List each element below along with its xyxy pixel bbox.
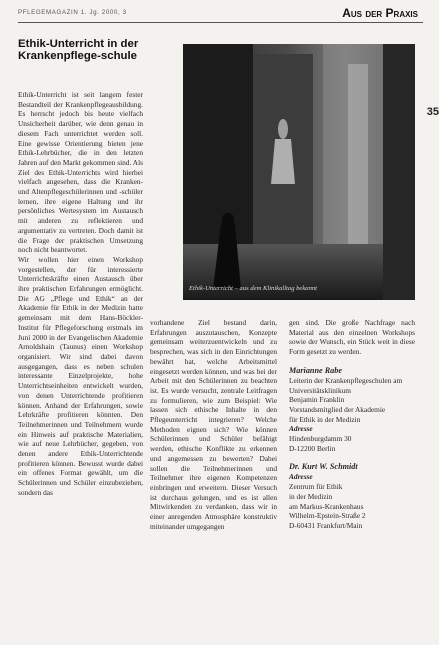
photo-image (183, 44, 415, 300)
author-line: für Ethik in der Medizin (289, 414, 361, 424)
author-bio (289, 461, 415, 530)
article-title: Ethik-Unterricht in der Krankenpflege-schule (18, 38, 139, 62)
author-line: am Markus-Krankenhaus (289, 501, 364, 511)
page-number: 35 (426, 106, 439, 118)
article-photo (183, 44, 415, 300)
author-line: Benjamin Franklin (289, 395, 345, 405)
column-3 (289, 318, 415, 531)
paragraph: gen sind. Die große Nachfrage nach Material aus den einzelnen Workshops sowie der Wunsch, ein Stück weit in diese Form gesetzt zu werden. (289, 318, 415, 357)
section-title: Aus der Praxis (342, 6, 418, 20)
address-label: Adresse (289, 424, 313, 434)
address-line: D-12200 Berlin (289, 443, 336, 453)
column-1 (18, 90, 143, 638)
paragraph: Ethik-Unterricht ist seit langem fester Bestandteil der Krankenpflegeausbildung. Es herrscht jedoch bis heute vielfach Unsicherheit darüber, wie denn genau in diesem Fach unterrichtet werden soll. Eine gewisse Orientierung bieten jene Ethik-Lehrbücher, die in den letzten Jahren auf den Markt gekommen sind. Als Ziel des Ethik-Unterrichts wird hierbei vielfach angesehen, dass die Kranken- und Altenpflegeschülerinnen und -schüler lernen, ihre eigene Haltung und ihr persönliches Wertesystem im Austausch mit anderen zu reflektieren und argumentativ zu vertreten. Doch damit ist die Frage der praktischen Umsetzung noch nicht beantwortet. (18, 90, 143, 255)
author-name: Marianne Rabe (289, 365, 342, 375)
author-name: Dr. Kurt W. Schmidt (289, 462, 358, 472)
author-line: Zentrum für Ethik (289, 482, 343, 492)
photo-caption: Ethik-Unterricht – aus dem Klinikalltag bekannt (189, 285, 318, 292)
address-line: Hindenburgdamm 30 (289, 434, 352, 444)
author-bio (289, 365, 415, 454)
column-2 (150, 318, 277, 643)
page-header (18, 6, 418, 22)
author-line: in der Medizin (289, 491, 333, 501)
paragraph: Wir wollen hier einen Workshop vorgestellen, der für interessierte Unterrichtskräfte einen Austausch über ihre praktischen Erfahrungen ermöglicht. Die AG „Pflege und Ethik“ an der Akademie für Ethik in der Medizin hatte gemeinsam mit dem Hans-Böckler-Institut für Pflegeforschung erstmals im Juni 2000 in der Evangelischen Akademie Arnoldshain (Taunus) einen Workshop organisiert. Wir sind dabei davon ausgegangen, dass es neben schulen interessante Einzelprojekte, hohe Unterrichtseinheiten entwickelt wurden, von denen Unterrichtende profitieren können. Anhand der Erfahrungen, sowie Lehrkräfte profitieren könnten. Den Teilnehmerinnen und Teilnehmern wurde ein Hinweis auf praktische Materialien, wie auf neue Lehrbücher, gegeben, von denen andere Ethik-Unterrichtende profitieren können. Bewusst wurde dabei ein offenes Format gewählt, um die Schülerinnen und Schüler einzubeziehen, sondern das (18, 254, 143, 497)
author-line: Vorstandsmitglied der Akademie (289, 404, 386, 414)
header-rule (18, 22, 423, 23)
paragraph: vorhandene Ziel bestand darin, Erfahrungen auszutauschen, Konzepte gemeinsam weiterzuentwickeln und zu besprechen, was sich in den Einrichtungen bewährt hat, welche Arbeitsmittel eingesetzt werden können, und was bei der Arbeit mit den Schülerinnen zu beachten ist. Es wurde versucht, zentrale Leitfragen zu formulieren, wie zum Beispiel: Wie lassen sich ethische Inhalte in den Pflegeunterricht integrieren? Welche Methoden eignen sich? Wie können Schülerinnen und Schüler befähigt werden, ethische Konflikte zu erkennen und angemessen zu bewerten? Dabei sollen die Teilnehmerinnen und Teilnehmer ihre eigenen Kompetenzen einbringen und erweitern. Dieser Versuch ist durchaus gelungen, und es ist allen Mitwirkenden zu verdanken, dass wir in einer anregenden Atmosphäre konstruktiv miteinander umgegangen (150, 318, 277, 531)
address-label: Adresse (289, 472, 313, 482)
author-line: Leiterin der Krankenpflegeschulen am Universitätsklinikum (289, 375, 403, 395)
magazine-name: PFLEGEMAGAZIN 1. Jg. 2000, 3 (18, 9, 127, 16)
author-line: D-60431 Frankfurt/Main (289, 520, 363, 530)
author-line: Wilhelm-Epstein-Straße 2 (289, 511, 366, 521)
